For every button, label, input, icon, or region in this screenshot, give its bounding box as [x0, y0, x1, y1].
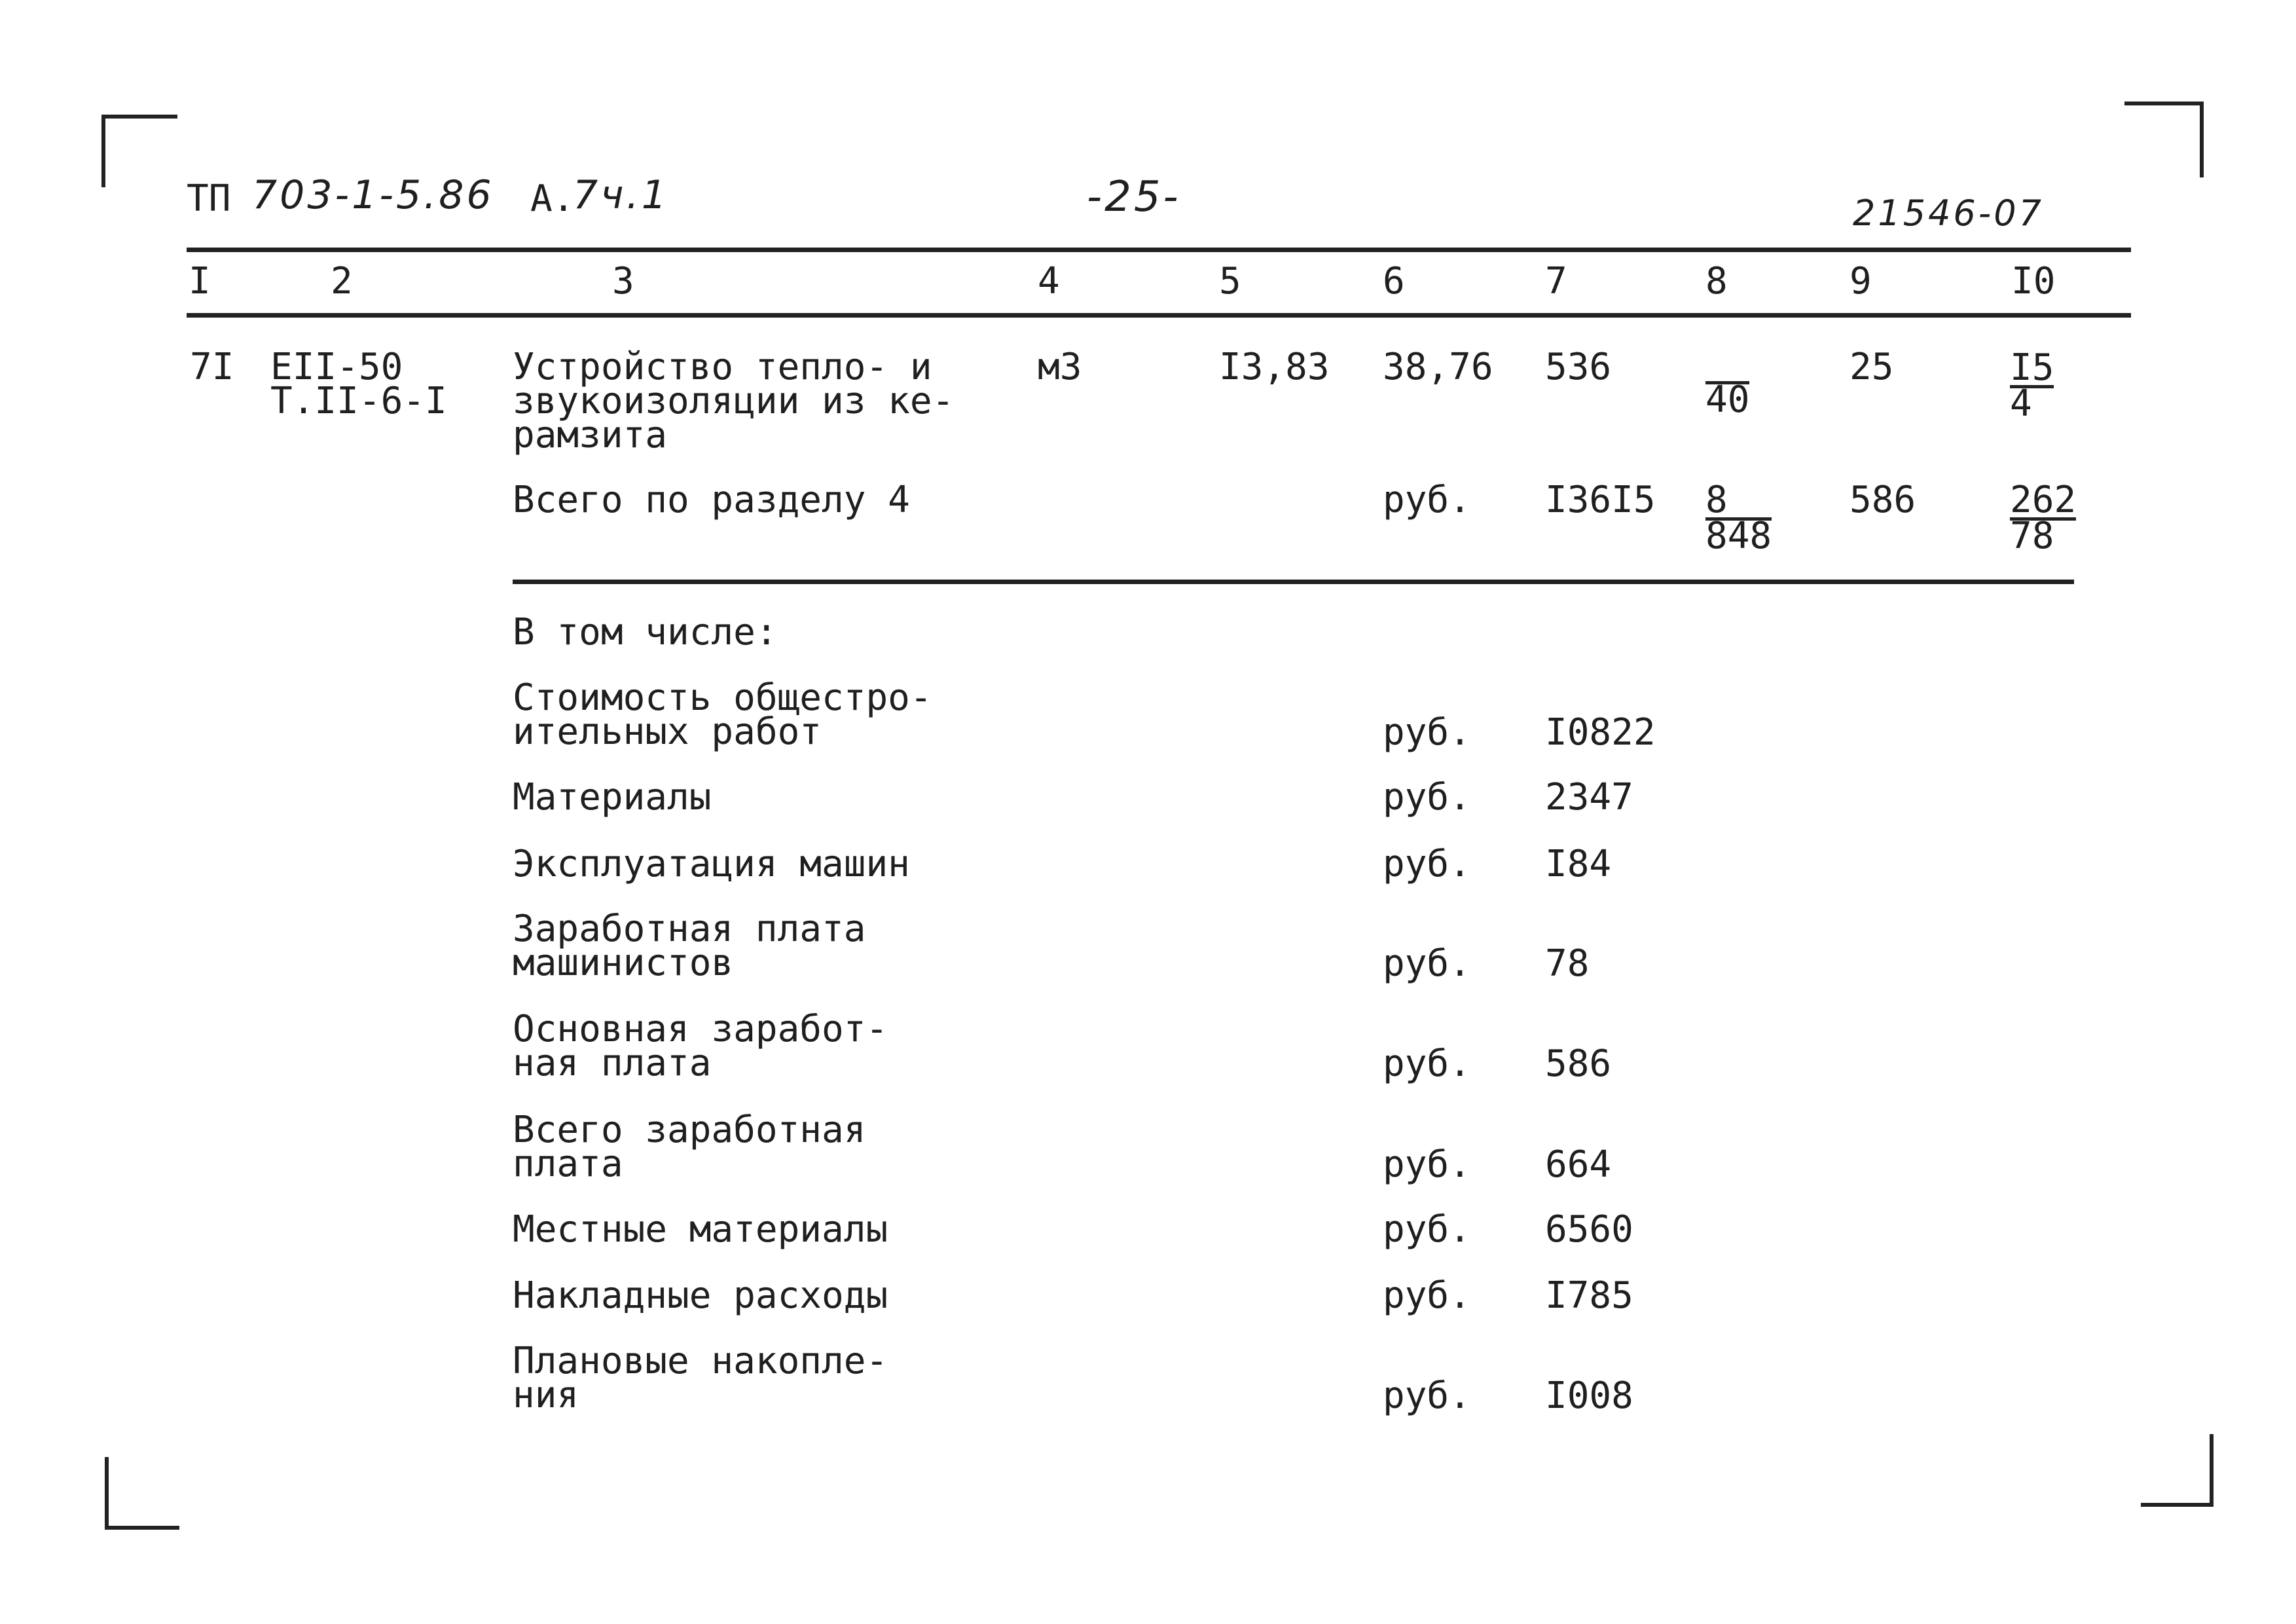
breakdown-unit-general-construction: руб. [1383, 711, 1471, 754]
section-total-col10-numerator: 262 [2010, 479, 2077, 521]
breakdown-unit-total-wages: руб. [1383, 1143, 1471, 1186]
col-header-1: I [189, 260, 211, 303]
row-number: 7I [190, 346, 234, 388]
row-col10-denominator: 4 [2010, 382, 2032, 425]
breakdown-unit-base-wages: руб. [1383, 1043, 1471, 1085]
breakdown-label-local-materials: Местные материалы [513, 1208, 888, 1251]
section-total-col10-denominator: 78 [2010, 515, 2054, 557]
section-total-unit: руб. [1383, 479, 1471, 521]
breakdown-label-operator-wages: Заработная плата машинистов [513, 908, 866, 984]
tp-prefix: ТП [187, 177, 231, 220]
breakdown-value-local-materials: 6560 [1545, 1208, 1633, 1251]
breakdown-unit-overhead: руб. [1383, 1274, 1471, 1317]
album-prefix: А. [530, 177, 575, 220]
breakdown-label-total-wages: Всего заработная плата [513, 1109, 866, 1185]
breakdown-value-materials: 2347 [1545, 776, 1633, 819]
col-header-7: 7 [1545, 260, 1567, 303]
section-total-col9: 586 [1850, 479, 1916, 521]
breakdown-value-total-wages: 664 [1545, 1143, 1612, 1186]
album-number: 7ч.1 [573, 172, 669, 218]
corner-mark-top-left [101, 115, 177, 187]
row-work-name: Устройство тепло- и звукоизоляции из ке- рамзита [513, 346, 955, 456]
col-header-6: 6 [1383, 260, 1405, 303]
section-total-rule [513, 580, 2074, 584]
section-total-value: I36I5 [1545, 479, 1656, 521]
breakdown-unit-local-materials: руб. [1383, 1208, 1471, 1251]
table-top-rule [187, 248, 2131, 252]
row-quantity: I3,83 [1219, 346, 1330, 388]
breakdown-label-planned-savings: Плановые накопле- ния [513, 1340, 888, 1416]
doc-code: 21546-07 [1853, 193, 2044, 234]
row-col10-fraction [2010, 346, 2054, 425]
row-col8-fraction [1705, 352, 1750, 421]
breakdown-value-planned-savings: I008 [1545, 1375, 1633, 1417]
breakdown-label-machine-operation: Эксплуатация машин [513, 843, 910, 885]
breakdown-unit-machine-operation: руб. [1383, 843, 1471, 885]
page-number: -25- [1087, 173, 1181, 221]
tp-number: 703-1-5.86 [252, 172, 494, 218]
row-unit: м3 [1038, 346, 1082, 388]
breakdown-value-overhead: I785 [1545, 1274, 1633, 1317]
col-header-10: I0 [2011, 260, 2056, 303]
breakdown-label-base-wages: Основная заработ- ная плата [513, 1008, 888, 1084]
section-total-col10-fraction [2010, 479, 2077, 557]
breakdown-value-general-construction: I0822 [1545, 711, 1656, 754]
breakdown-value-operator-wages: 78 [1545, 942, 1590, 985]
section-total-col8-fraction [1705, 479, 1772, 557]
col-header-4: 4 [1038, 260, 1060, 303]
corner-mark-top-right [2124, 101, 2204, 177]
row-total: 536 [1545, 346, 1612, 388]
breakdown-unit-materials: руб. [1383, 776, 1471, 819]
col-header-2: 2 [331, 260, 353, 303]
col-header-9: 9 [1850, 260, 1872, 303]
section-total-col8-denominator: 848 [1705, 515, 1772, 557]
section-total-label: Всего по разделу 4 [513, 479, 910, 521]
breakdown-label-overhead: Накладные расходы [513, 1274, 888, 1317]
breakdown-value-machine-operation: I84 [1545, 843, 1612, 885]
corner-mark-bottom-left [105, 1457, 179, 1530]
corner-mark-bottom-right [2141, 1434, 2214, 1507]
breakdown-label-materials: Материалы [513, 776, 712, 819]
breakdown-label-general-construction: Стоимость общестро- ительных работ [513, 676, 932, 753]
breakdown-value-base-wages: 586 [1545, 1043, 1612, 1085]
row-unit-price: 38,76 [1383, 346, 1493, 388]
breakdown-unit-operator-wages: руб. [1383, 942, 1471, 985]
table-header-rule [187, 313, 2131, 318]
col-header-5: 5 [1219, 260, 1241, 303]
col-header-8: 8 [1705, 260, 1728, 303]
row-col9: 25 [1850, 346, 1894, 388]
col-header-3: 3 [612, 260, 634, 303]
row-col8-denominator: 40 [1705, 378, 1750, 421]
section-total-col8-numerator: 8 [1705, 485, 1772, 521]
row-col10-numerator: I5 [2010, 346, 2054, 389]
row-code: ЕII-50 Т.II-6-I [270, 346, 447, 422]
including-label: В том числе: [513, 611, 778, 654]
breakdown-unit-planned-savings: руб. [1383, 1375, 1471, 1417]
